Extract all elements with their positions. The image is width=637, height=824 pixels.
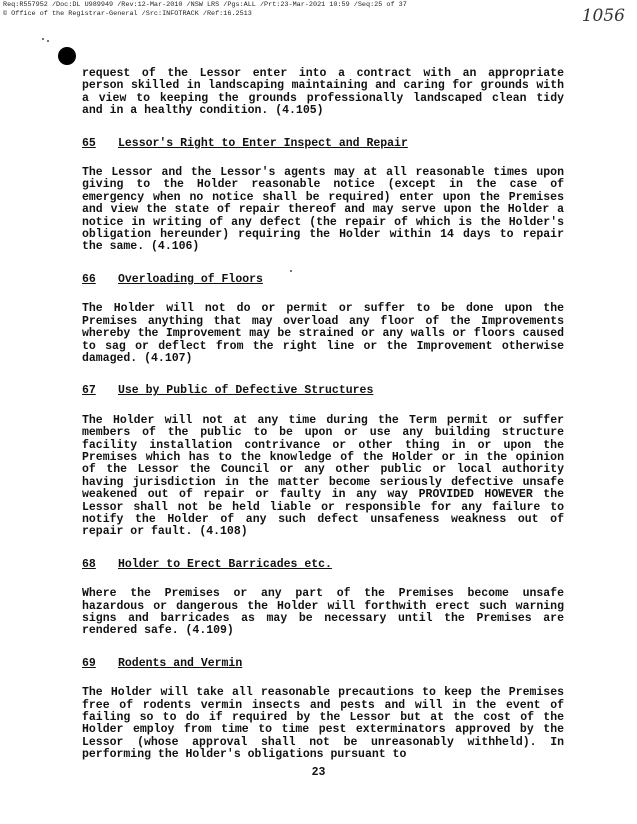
section-heading — [82, 559, 564, 571]
section-title: Rodents and Vermin — [118, 656, 243, 670]
section-text: The Holder will not do or permit or suffer to be done upon the Premises anything that may overload any floor of the Improvements whereby the Improvement may be strained or any walls or floors caused to sag or deflect from the right line or the Improvement otherwise damaged. (4.107) — [82, 302, 564, 365]
section-68 — [82, 559, 564, 638]
scan-speck — [47, 40, 49, 42]
section-number: 69 — [82, 656, 96, 670]
intro-paragraph: request of the Lessor enter into a contract with an appropriate person skilled in landscaping maintaining and caring for grounds with a view to keeping the grounds professionally landscaped clean tidy and in a healthy condition. (4.105) — [82, 67, 564, 118]
section-number: 67 — [82, 384, 96, 398]
section-heading — [82, 658, 564, 670]
section-title: Holder to Erect Barricades etc. — [118, 557, 332, 571]
scan-speck — [42, 38, 44, 40]
section-heading — [82, 385, 564, 397]
section-text: Where the Premises or any part of the Premises become unsafe hazardous or dangerous the Holder will forthwith erect such warning signs and barricades as may be necessary until the Premises are rendered safe. (4.109) — [82, 587, 564, 638]
section-heading — [82, 274, 564, 286]
section-title: Lessor's Right to Enter Inspect and Repair — [118, 136, 408, 150]
section-number: 68 — [82, 557, 96, 571]
section-title: Overloading of Floors — [118, 272, 263, 286]
section-65 — [82, 138, 564, 254]
punch-hole-mark — [58, 47, 76, 65]
section-66 — [82, 274, 564, 365]
section-69 — [82, 658, 564, 762]
section-text: The Holder will not at any time during the Term permit or suffer members of the public to be upon or use any building structure facility installation contrivance or other thing in or upon the Premises which has to the knowledge of the Holder or in the opinion of the Lessor the Council or any other public or local authority having jurisdiction in the matter become seriously defective unsafe weakened out of repair or faulty in any way PROVIDED HOWEVER the Lessor shall not be held liable or responsible for any failure to notify the Holder of any such defect unsafeness weakness out of repair or fault. (4.108) — [82, 413, 564, 539]
section-heading — [82, 138, 564, 150]
header-request-line: Req:R557952 /Doc:DL U989949 /Rev:12-Mar-2010 /NSW LRS /Pgs:ALL /Prt:23-Mar-2021 10:59 /Seq:25 of 37 — [3, 1, 407, 9]
document-header — [3, 1, 607, 18]
page-body — [82, 68, 564, 762]
header-office-line: © Office of the Registrar-General /Src:INFOTRACK /Ref:16.2513 — [3, 9, 252, 18]
section-title: Use by Public of Defective Structures — [118, 384, 374, 398]
handwritten-folio-number: 1056 — [581, 6, 625, 26]
section-number: 65 — [82, 136, 96, 150]
section-67 — [82, 385, 564, 538]
page-number: 23 — [311, 766, 326, 779]
section-text: The Holder will take all reasonable precautions to keep the Premises free of rodents vermin insects and pests and will in the event of failing so to do if required by the Lessor but at the cost of the Holder employ from time to time pest exterminators approved by the Lessor (whose approval shall not be unreasonably withheld). In performing the Holder's obligations pursuant to — [82, 686, 564, 762]
section-text: The Lessor and the Lessor's agents may at all reasonable times upon giving to the Holder reasonable notice (except in the case of emergency when no notice shall be required) enter upon the Premises and view the state of repair thereof and may serve upon the Holder a notice in writing of any defect (the repair of which is the Holder's obligation hereunder) requiring the Holder within 14 days to repair the same. (4.106) — [82, 166, 564, 254]
section-number: 66 — [82, 272, 96, 286]
